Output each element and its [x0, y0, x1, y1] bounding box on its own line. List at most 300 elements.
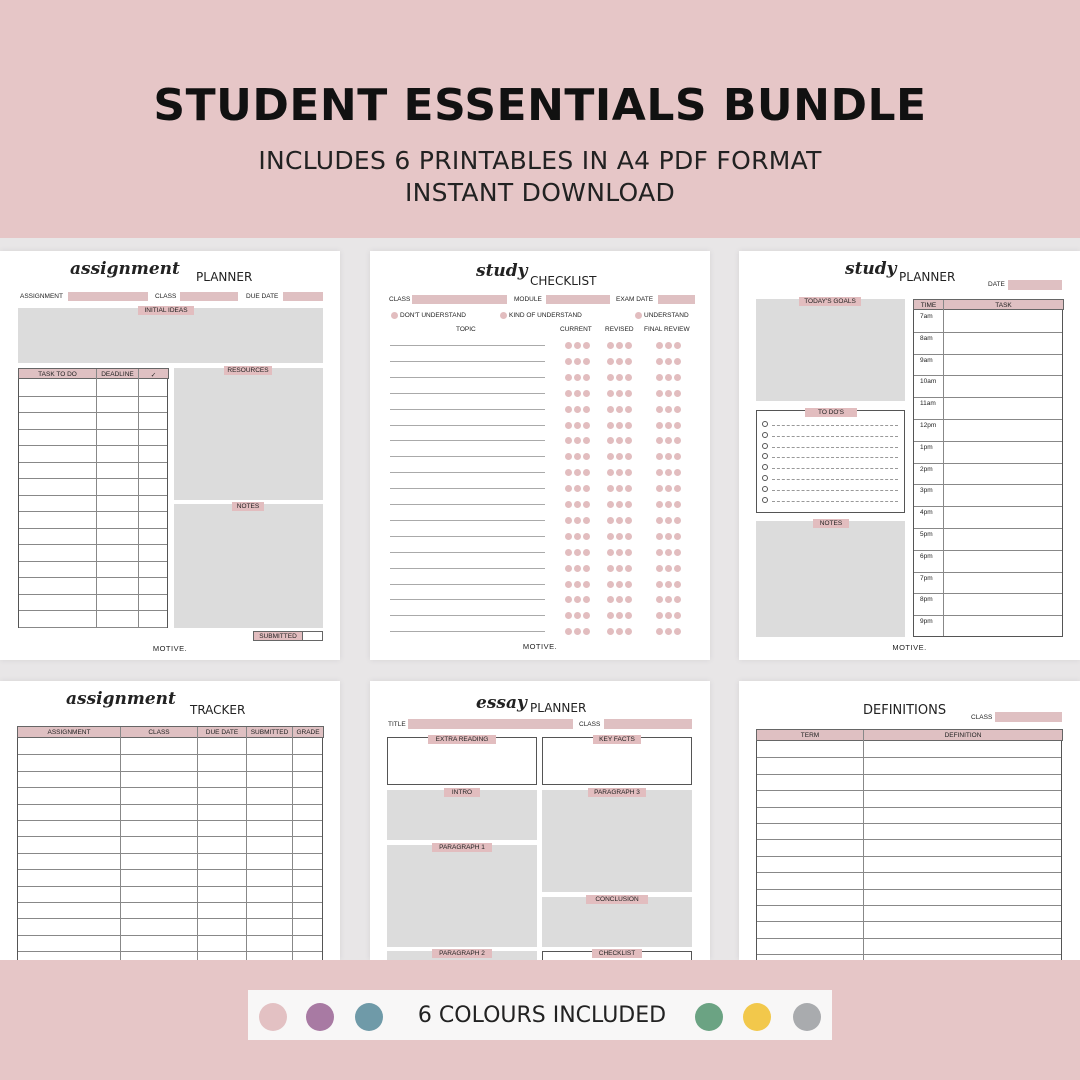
rating-dot[interactable]: [656, 581, 663, 588]
rating-dot[interactable]: [674, 374, 681, 381]
rating-dot[interactable]: [665, 453, 672, 460]
rating-dot[interactable]: [574, 422, 581, 429]
rating-dot[interactable]: [574, 406, 581, 413]
rating-dot[interactable]: [674, 342, 681, 349]
rating-dots[interactable]: [565, 581, 590, 588]
rating-dot[interactable]: [625, 358, 632, 365]
rating-dot[interactable]: [656, 517, 663, 524]
rating-dot[interactable]: [674, 628, 681, 635]
rating-dot[interactable]: [583, 422, 590, 429]
rating-dot[interactable]: [616, 596, 623, 603]
todo-checkbox[interactable]: [762, 475, 768, 481]
rating-dot[interactable]: [607, 628, 614, 635]
rating-dot[interactable]: [665, 533, 672, 540]
rating-dot[interactable]: [665, 612, 672, 619]
rating-dot[interactable]: [565, 581, 572, 588]
rating-dot[interactable]: [616, 406, 623, 413]
rating-dot[interactable]: [616, 612, 623, 619]
topic-line[interactable]: [390, 456, 545, 457]
col-header: SUBMITTED: [246, 726, 293, 738]
rating-dot[interactable]: [616, 501, 623, 508]
rating-dots[interactable]: [656, 342, 681, 349]
swatch-blush[interactable]: [259, 1003, 287, 1031]
rating-dot[interactable]: [607, 485, 614, 492]
topic-line[interactable]: [390, 631, 545, 632]
rating-dots[interactable]: [607, 549, 632, 556]
rating-dot[interactable]: [565, 469, 572, 476]
todo-checkbox[interactable]: [762, 421, 768, 427]
rating-dot[interactable]: [674, 358, 681, 365]
rating-dot[interactable]: [656, 453, 663, 460]
rating-dots[interactable]: [656, 517, 681, 524]
rating-dot[interactable]: [656, 501, 663, 508]
rating-dot[interactable]: [607, 549, 614, 556]
rating-dot[interactable]: [583, 628, 590, 635]
rating-dot[interactable]: [574, 517, 581, 524]
colours-label: 6 COLOURS INCLUDED: [417, 1003, 667, 1028]
rating-dots[interactable]: [607, 358, 632, 365]
rating-dot[interactable]: [565, 374, 572, 381]
col-header: GRADE: [292, 726, 324, 738]
rating-dot[interactable]: [665, 628, 672, 635]
rating-dot[interactable]: [574, 533, 581, 540]
paragraph-3-box[interactable]: [542, 790, 692, 892]
rating-dot[interactable]: [574, 437, 581, 444]
field-box[interactable]: [408, 719, 573, 729]
rating-dot[interactable]: [574, 501, 581, 508]
rating-dots[interactable]: [565, 485, 590, 492]
rating-dot[interactable]: [625, 406, 632, 413]
rating-dot[interactable]: [565, 485, 572, 492]
topic-line[interactable]: [390, 536, 545, 537]
rating-dot[interactable]: [574, 612, 581, 619]
rating-dot[interactable]: [565, 358, 572, 365]
rating-dots[interactable]: [607, 422, 632, 429]
rating-dots[interactable]: [565, 565, 590, 572]
rating-dot[interactable]: [583, 342, 590, 349]
rating-dot[interactable]: [674, 596, 681, 603]
notes-box[interactable]: [756, 521, 905, 637]
rating-dots[interactable]: [565, 406, 590, 413]
rating-dot[interactable]: [616, 533, 623, 540]
rating-dot[interactable]: [574, 485, 581, 492]
rating-dots[interactable]: [565, 517, 590, 524]
rating-dot[interactable]: [665, 390, 672, 397]
class-box[interactable]: [995, 712, 1062, 722]
rating-dot[interactable]: [656, 469, 663, 476]
rating-dot[interactable]: [656, 549, 663, 556]
field-label: ASSIGNMENT: [20, 293, 63, 300]
rating-dot[interactable]: [665, 549, 672, 556]
rating-dot[interactable]: [625, 581, 632, 588]
rating-dots[interactable]: [656, 501, 681, 508]
rating-dots[interactable]: [607, 342, 632, 349]
rating-dot[interactable]: [625, 517, 632, 524]
rating-dot[interactable]: [625, 485, 632, 492]
rating-dots[interactable]: [607, 628, 632, 635]
conclusion-box[interactable]: [542, 897, 692, 947]
todo-checkbox[interactable]: [762, 453, 768, 459]
row-line: [19, 544, 167, 545]
rating-dot[interactable]: [656, 533, 663, 540]
topic-line[interactable]: [390, 552, 545, 553]
rating-dot[interactable]: [574, 358, 581, 365]
rating-dot[interactable]: [583, 485, 590, 492]
rating-dot[interactable]: [665, 485, 672, 492]
topic-line[interactable]: [390, 599, 545, 600]
rating-dot[interactable]: [616, 390, 623, 397]
todo-line[interactable]: [772, 468, 898, 469]
rating-dots[interactable]: [565, 374, 590, 381]
rating-dot[interactable]: [656, 390, 663, 397]
todo-line[interactable]: [772, 490, 898, 491]
rating-dot[interactable]: [625, 533, 632, 540]
rating-dot[interactable]: [565, 437, 572, 444]
field-box[interactable]: [180, 292, 238, 301]
todo-line[interactable]: [772, 501, 898, 502]
rating-dot[interactable]: [583, 374, 590, 381]
rating-dot[interactable]: [574, 374, 581, 381]
rating-dot[interactable]: [656, 596, 663, 603]
sheet-study-planner: [739, 251, 1080, 660]
rating-dot[interactable]: [674, 517, 681, 524]
rating-dot[interactable]: [665, 342, 672, 349]
paragraph-1-box[interactable]: [387, 845, 537, 947]
todo-checkbox[interactable]: [762, 486, 768, 492]
rating-dot[interactable]: [625, 422, 632, 429]
rating-dots[interactable]: [656, 485, 681, 492]
rating-dot[interactable]: [656, 422, 663, 429]
rating-dot[interactable]: [616, 358, 623, 365]
rating-dot[interactable]: [565, 533, 572, 540]
field-box[interactable]: [604, 719, 692, 729]
rating-dot[interactable]: [625, 390, 632, 397]
topic-line[interactable]: [390, 568, 545, 569]
rating-dot[interactable]: [565, 453, 572, 460]
rating-dots[interactable]: [565, 437, 590, 444]
rating-dot[interactable]: [674, 581, 681, 588]
date-box[interactable]: [1008, 280, 1062, 290]
rating-dots[interactable]: [607, 612, 632, 619]
rating-dot[interactable]: [616, 437, 623, 444]
rating-dot[interactable]: [616, 374, 623, 381]
rating-dot[interactable]: [656, 342, 663, 349]
rating-dot[interactable]: [583, 565, 590, 572]
todo-checkbox[interactable]: [762, 432, 768, 438]
rating-dots[interactable]: [607, 437, 632, 444]
rating-dots[interactable]: [565, 390, 590, 397]
rating-dot[interactable]: [625, 612, 632, 619]
rating-dot[interactable]: [574, 596, 581, 603]
rating-dot[interactable]: [665, 406, 672, 413]
rating-dot[interactable]: [565, 517, 572, 524]
rating-dot[interactable]: [674, 501, 681, 508]
rating-dots[interactable]: [656, 406, 681, 413]
rating-dots[interactable]: [607, 517, 632, 524]
rating-dot[interactable]: [607, 342, 614, 349]
rating-dot[interactable]: [607, 390, 614, 397]
rating-dots[interactable]: [565, 469, 590, 476]
rating-dot[interactable]: [616, 485, 623, 492]
row-line: [18, 886, 322, 887]
rating-dots[interactable]: [656, 549, 681, 556]
rating-dot[interactable]: [616, 342, 623, 349]
rating-dot[interactable]: [665, 469, 672, 476]
rating-dot[interactable]: [616, 453, 623, 460]
rating-dot[interactable]: [607, 612, 614, 619]
topic-line[interactable]: [390, 615, 545, 616]
rating-dot[interactable]: [674, 422, 681, 429]
rating-dot[interactable]: [574, 549, 581, 556]
rating-dot[interactable]: [656, 612, 663, 619]
rating-dot[interactable]: [607, 469, 614, 476]
rating-dot[interactable]: [674, 485, 681, 492]
rating-dot[interactable]: [583, 469, 590, 476]
rating-dots[interactable]: [565, 628, 590, 635]
rating-dot[interactable]: [607, 581, 614, 588]
rating-dots[interactable]: [656, 628, 681, 635]
rating-dots[interactable]: [656, 437, 681, 444]
rating-dot[interactable]: [583, 533, 590, 540]
rating-dots[interactable]: [607, 581, 632, 588]
rating-dot[interactable]: [616, 581, 623, 588]
rating-dot[interactable]: [607, 422, 614, 429]
rating-dot[interactable]: [583, 581, 590, 588]
rating-dot[interactable]: [565, 342, 572, 349]
sheet-essay-planner: [370, 681, 710, 960]
rating-dots[interactable]: [656, 565, 681, 572]
rating-dot[interactable]: [574, 453, 581, 460]
rating-dot[interactable]: [674, 406, 681, 413]
rating-dots[interactable]: [607, 469, 632, 476]
rating-dot[interactable]: [607, 358, 614, 365]
rating-dot[interactable]: [656, 565, 663, 572]
rating-dot[interactable]: [656, 485, 663, 492]
rating-dot[interactable]: [625, 374, 632, 381]
rating-dot[interactable]: [574, 342, 581, 349]
rating-dot[interactable]: [665, 374, 672, 381]
rating-dot[interactable]: [565, 565, 572, 572]
rating-dot[interactable]: [656, 406, 663, 413]
rating-dot[interactable]: [674, 453, 681, 460]
todo-checkbox[interactable]: [762, 497, 768, 503]
topic-line[interactable]: [390, 584, 545, 585]
rating-dot[interactable]: [674, 390, 681, 397]
rating-dots[interactable]: [656, 422, 681, 429]
rating-dots[interactable]: [607, 501, 632, 508]
rating-dots[interactable]: [607, 390, 632, 397]
rating-dot[interactable]: [674, 565, 681, 572]
rating-dots[interactable]: [656, 596, 681, 603]
rating-dots[interactable]: [607, 485, 632, 492]
rating-dot[interactable]: [583, 453, 590, 460]
rating-dot[interactable]: [574, 469, 581, 476]
rating-dots[interactable]: [656, 533, 681, 540]
rating-dot[interactable]: [583, 390, 590, 397]
topic-line[interactable]: [390, 377, 545, 378]
rating-dots[interactable]: [565, 612, 590, 619]
todo-line[interactable]: [772, 436, 898, 437]
rating-dot[interactable]: [665, 581, 672, 588]
rating-dot[interactable]: [583, 596, 590, 603]
topic-line[interactable]: [390, 409, 545, 410]
rating-dot[interactable]: [625, 549, 632, 556]
rating-dot[interactable]: [656, 358, 663, 365]
rating-dot[interactable]: [656, 374, 663, 381]
rating-dot[interactable]: [583, 501, 590, 508]
swatch-teal[interactable]: [355, 1003, 383, 1031]
rating-dot[interactable]: [565, 628, 572, 635]
todo-checkbox[interactable]: [762, 443, 768, 449]
rating-dot[interactable]: [565, 501, 572, 508]
rating-dot[interactable]: [583, 549, 590, 556]
rating-dot[interactable]: [674, 437, 681, 444]
rating-dot[interactable]: [574, 581, 581, 588]
todo-line[interactable]: [772, 447, 898, 448]
rating-dots[interactable]: [656, 469, 681, 476]
rating-dot[interactable]: [616, 549, 623, 556]
todo-line[interactable]: [772, 479, 898, 480]
rating-dot[interactable]: [574, 628, 581, 635]
rating-dot[interactable]: [574, 390, 581, 397]
rating-dots[interactable]: [565, 422, 590, 429]
rating-dot[interactable]: [625, 501, 632, 508]
rating-dot[interactable]: [625, 342, 632, 349]
rating-dot[interactable]: [565, 549, 572, 556]
todays-goals-box[interactable]: [756, 299, 905, 401]
rating-dot[interactable]: [625, 453, 632, 460]
rating-dot[interactable]: [607, 565, 614, 572]
todo-checkbox[interactable]: [762, 464, 768, 470]
rating-dot[interactable]: [665, 501, 672, 508]
rating-dot[interactable]: [625, 437, 632, 444]
topic-line[interactable]: [390, 504, 545, 505]
rating-dot[interactable]: [607, 533, 614, 540]
rating-dots[interactable]: [607, 565, 632, 572]
rating-dots[interactable]: [565, 358, 590, 365]
rating-dot[interactable]: [607, 596, 614, 603]
topic-line[interactable]: [390, 393, 545, 394]
rating-dots[interactable]: [656, 374, 681, 381]
rating-dots[interactable]: [656, 358, 681, 365]
rating-dot[interactable]: [656, 437, 663, 444]
rating-dot[interactable]: [665, 517, 672, 524]
rating-dot[interactable]: [625, 565, 632, 572]
topic-line[interactable]: [390, 520, 545, 521]
topic-line[interactable]: [390, 440, 545, 441]
rating-dot[interactable]: [665, 437, 672, 444]
rating-dots[interactable]: [656, 581, 681, 588]
row-line: [914, 593, 1062, 594]
topic-line[interactable]: [390, 361, 545, 362]
rating-dot[interactable]: [674, 549, 681, 556]
resources-box[interactable]: [174, 368, 323, 500]
swatch-green[interactable]: [695, 1003, 723, 1031]
rating-dot[interactable]: [583, 437, 590, 444]
rating-dot[interactable]: [583, 612, 590, 619]
rating-dot[interactable]: [565, 596, 572, 603]
submitted-checkbox[interactable]: [302, 631, 323, 641]
rating-dots[interactable]: [565, 342, 590, 349]
rating-dots[interactable]: [656, 453, 681, 460]
col-header: DEADLINE: [96, 368, 139, 379]
rating-dots[interactable]: [607, 406, 632, 413]
rating-dot[interactable]: [665, 422, 672, 429]
swatch-yellow[interactable]: [743, 1003, 771, 1031]
topic-line[interactable]: [390, 345, 545, 346]
swatch-purple[interactable]: [306, 1003, 334, 1031]
rating-dots[interactable]: [656, 612, 681, 619]
extra-reading-box[interactable]: [387, 737, 537, 785]
rating-dot[interactable]: [625, 628, 632, 635]
rating-dot[interactable]: [583, 406, 590, 413]
rating-dot[interactable]: [607, 501, 614, 508]
rating-dot[interactable]: [665, 358, 672, 365]
rating-dot[interactable]: [674, 469, 681, 476]
rating-dots[interactable]: [656, 390, 681, 397]
topic-line[interactable]: [390, 425, 545, 426]
rating-dot[interactable]: [565, 406, 572, 413]
sheet-title-script: assignment: [66, 689, 176, 709]
intro-box[interactable]: [387, 790, 537, 840]
rating-dots[interactable]: [565, 549, 590, 556]
field-box[interactable]: [68, 292, 148, 301]
rating-dot[interactable]: [607, 453, 614, 460]
rating-dot[interactable]: [616, 517, 623, 524]
rating-dots[interactable]: [565, 453, 590, 460]
rating-dots[interactable]: [607, 374, 632, 381]
rating-dots[interactable]: [565, 596, 590, 603]
rating-dot[interactable]: [565, 390, 572, 397]
row-line: [757, 856, 1061, 857]
rating-dot[interactable]: [565, 612, 572, 619]
rating-dot[interactable]: [574, 565, 581, 572]
rating-dots[interactable]: [565, 533, 590, 540]
rating-dot[interactable]: [665, 596, 672, 603]
rating-dot[interactable]: [607, 517, 614, 524]
rating-dot[interactable]: [665, 565, 672, 572]
topic-line[interactable]: [390, 488, 545, 489]
todo-line[interactable]: [772, 457, 898, 458]
rating-dots[interactable]: [607, 453, 632, 460]
rating-dots[interactable]: [607, 596, 632, 603]
rating-dots[interactable]: [565, 501, 590, 508]
swatch-grey[interactable]: [793, 1003, 821, 1031]
notes-box[interactable]: [174, 504, 323, 628]
rating-dot[interactable]: [674, 533, 681, 540]
rating-dot[interactable]: [583, 358, 590, 365]
todo-line[interactable]: [772, 425, 898, 426]
field-box[interactable]: [283, 292, 323, 301]
rating-dot[interactable]: [565, 422, 572, 429]
rating-dots[interactable]: [607, 533, 632, 540]
rating-dot[interactable]: [656, 628, 663, 635]
key-facts-box[interactable]: [542, 737, 692, 785]
rating-dot[interactable]: [616, 628, 623, 635]
rating-dot[interactable]: [616, 422, 623, 429]
topic-line[interactable]: [390, 472, 545, 473]
rating-dot[interactable]: [616, 469, 623, 476]
rating-dot[interactable]: [674, 612, 681, 619]
initial-ideas-box[interactable]: [18, 308, 323, 363]
rating-dot[interactable]: [625, 469, 632, 476]
rating-dot[interactable]: [607, 374, 614, 381]
rating-dot[interactable]: [625, 596, 632, 603]
rating-dot[interactable]: [616, 565, 623, 572]
rating-dot[interactable]: [583, 517, 590, 524]
rating-dot[interactable]: [607, 437, 614, 444]
rating-dot[interactable]: [607, 406, 614, 413]
